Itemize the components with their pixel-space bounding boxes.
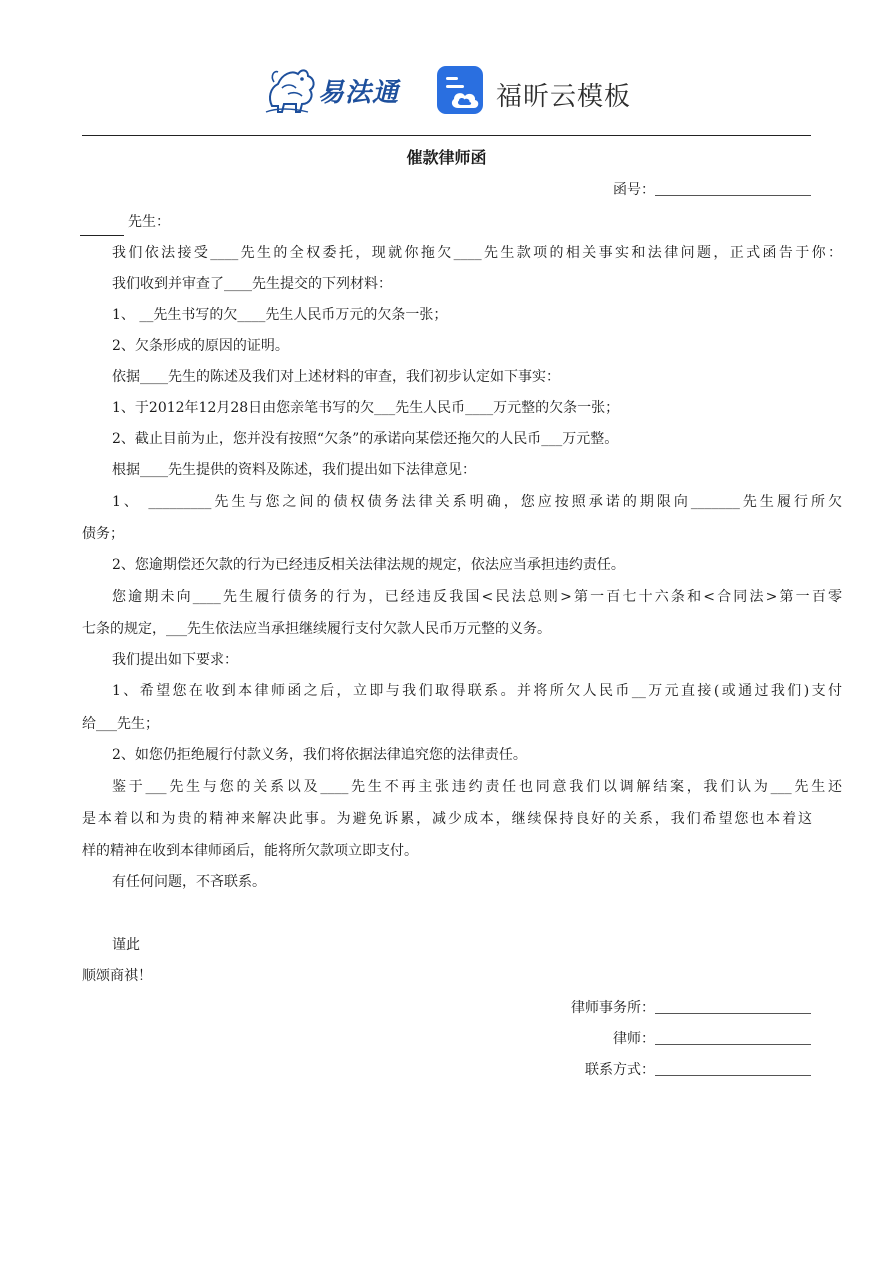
law-firm-label: 律师事务所： [571, 1000, 655, 1016]
paragraph-9: 1、 _________先生与您之间的债权债务法律关系明确，您应按照承诺的期限向_______先生履行所欠 [112, 494, 842, 510]
law-firm-field [571, 997, 811, 1017]
paragraph-4: 2、欠条形成的原因的证明。 [112, 338, 289, 354]
paragraph-6: 1、于2012年12月28日由您亲笔书写的欠___先生人民币____万元整的欠条一张； [112, 400, 620, 416]
contact-blank [655, 1061, 811, 1076]
paragraph-15-cont-2: 样的精神在收到本律师函后，能将所欠款项立即支付。 [82, 843, 418, 859]
paragraph-10: 2、您逾期偿还欠款的行为已经违反相关法律法规的规定，依法应当承担违约责任。 [112, 557, 625, 573]
document-title: 催款律师函 [406, 148, 487, 167]
cloud-template-icon [436, 64, 486, 116]
qilin-icon [262, 62, 322, 118]
lawyer-label: 律师： [613, 1031, 655, 1047]
contact-field [585, 1059, 811, 1079]
letter-number-field [613, 179, 811, 199]
law-firm-blank [655, 999, 811, 1014]
header-divider [82, 135, 811, 136]
paragraph-1: 我们依法接受____先生的全权委托，现就你拖欠____先生款项的相关事实和法律问题，正式函告于你： [112, 245, 842, 261]
paragraph-3: 1、 __先生书写的欠____先生人民币万元的欠条一张； [112, 307, 448, 323]
paragraph-15-cont-1: 是本着以和为贵的精神来解决此事。为避免诉累，减少成本，继续保持良好的关系，我们希望您也本着这 [82, 811, 812, 827]
paragraph-2: 我们收到并审查了____先生提交的下列材料： [112, 276, 392, 292]
header-logos [0, 60, 893, 120]
paragraph-11-cont: 七条的规定，___先生依法应当承担继续履行支付欠款人民币万元整的义务。 [82, 621, 551, 637]
lawyer-blank [655, 1030, 811, 1045]
paragraph-9-cont: 债务； [82, 526, 124, 542]
fuxin-wordmark: 福昕云模板 [496, 82, 632, 112]
paragraph-13: 1、希望您在收到本律师函之后，立即与我们取得联系。并将所欠人民币__万元直接(或通过我们)支付 [112, 683, 842, 699]
paragraph-11: 您逾期未向____先生履行债务的行为，已经违反我国<民法总则>第一百七十六条和<合同法>第一百零 [112, 589, 842, 605]
paragraph-12: 我们提出如下要求： [112, 652, 238, 668]
paragraph-16: 有任何问题，不吝联系。 [112, 874, 266, 890]
salutation: 先生： [128, 214, 170, 230]
letter-number-blank [655, 181, 811, 196]
closing: 谨此 [112, 937, 140, 953]
paragraph-7: 2、截止目前为止，您并没有按照“欠条”的承诺向某偿还拖欠的人民币___万元整。 [112, 431, 619, 447]
fuxin-logo [436, 64, 636, 116]
paragraph-13-cont: 给___先生； [82, 716, 159, 732]
recipient-name-blank [80, 235, 124, 236]
contact-label: 联系方式： [585, 1062, 655, 1078]
lawyer-field [613, 1028, 811, 1048]
regards: 顺颂商祺！ [82, 968, 152, 984]
paragraph-5: 依据____先生的陈述及我们对上述材料的审查，我们初步认定如下事实： [112, 369, 560, 385]
yifatong-logo [262, 62, 414, 118]
paragraph-15: 鉴于___先生与您的关系以及____先生不再主张违约责任也同意我们以调解结案，我们认为___先生还 [112, 779, 842, 795]
letter-number-label: 函号： [613, 182, 655, 198]
paragraph-14: 2、如您仍拒绝履行付款义务，我们将依据法律追究您的法律责任。 [112, 747, 527, 763]
paragraph-8: 根据____先生提供的资料及陈述，我们提出如下法律意见： [112, 462, 476, 478]
yifatong-wordmark: 易法通 [318, 78, 400, 108]
